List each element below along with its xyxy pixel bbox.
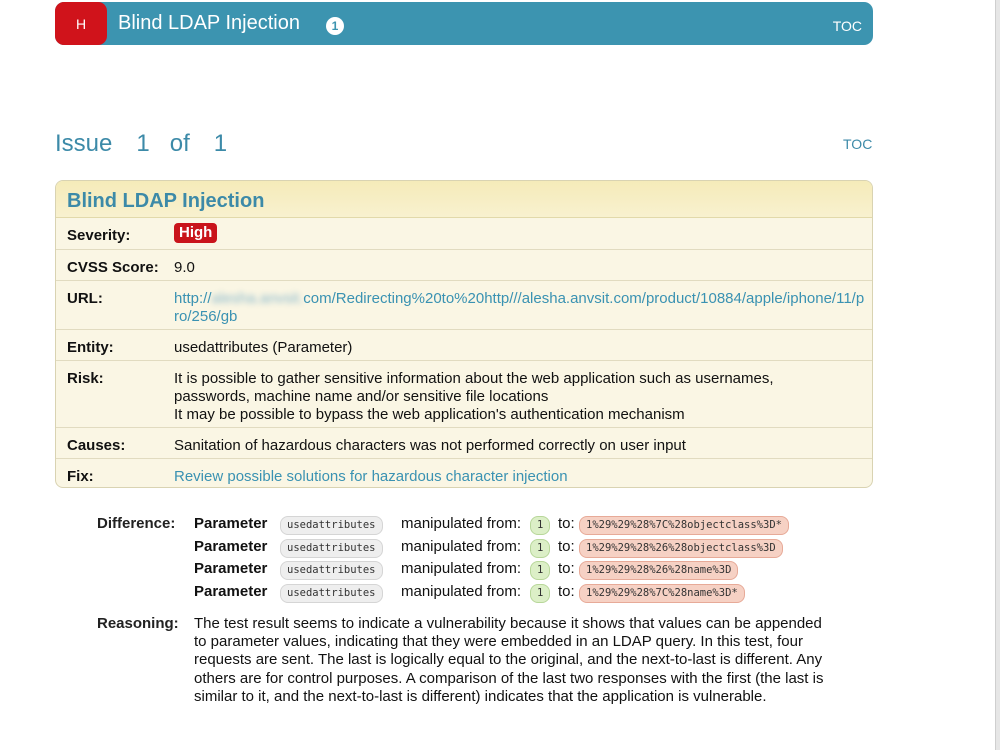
- url-label: URL:: [67, 290, 103, 307]
- difference-label: Difference:: [97, 515, 176, 532]
- diff-to-text: to:: [558, 515, 575, 532]
- injected-value-chip: 1%29%29%28%26%28name%3D: [579, 561, 738, 580]
- entity-label: Entity:: [67, 339, 114, 356]
- original-value-chip: 1: [530, 584, 550, 603]
- severity-badge: High: [174, 223, 217, 243]
- url-rest: com/Redirecting%20to%20http///alesha.anvsit.com/product/10884/apple/iphone/11/pro/256/gb: [174, 290, 865, 325]
- risk-label: Risk:: [67, 370, 104, 387]
- param-name-chip: usedattributes: [280, 584, 383, 603]
- risk-text-1: It is possible to gather sensitive information about the web application such as usernames, passwords, machine name and/or sensitive file locations: [174, 370, 774, 405]
- original-value-chip: 1: [530, 516, 550, 535]
- fix-link[interactable]: Review possible solutions for hazardous character injection: [174, 468, 568, 485]
- severity-tag: H: [55, 2, 107, 45]
- injected-value-chip: 1%29%29%28%26%28objectclass%3D: [579, 539, 783, 558]
- param-name-chip: usedattributes: [280, 516, 383, 535]
- causes-value: Sanitation of hazardous characters was not performed correctly on user input: [174, 437, 686, 454]
- diff-param-label: Parameter: [194, 560, 268, 577]
- diff-param-label: Parameter: [194, 538, 268, 555]
- original-value-chip: 1: [530, 561, 550, 580]
- diff-from-text: manipulated from:: [401, 560, 522, 577]
- issue-type-header: [55, 2, 873, 45]
- diff-from-text: manipulated from:: [401, 538, 522, 555]
- url-row: [56, 280, 872, 329]
- original-value-chip: 1: [530, 539, 550, 558]
- issue-current: 1: [136, 130, 150, 157]
- issue-title: Blind LDAP Injection: [56, 181, 872, 218]
- issue-type-title: Blind LDAP Injection: [118, 12, 300, 34]
- diff-from-text: manipulated from:: [401, 583, 522, 600]
- url-link[interactable]: [174, 290, 866, 326]
- fix-label: Fix:: [67, 468, 94, 485]
- param-name-chip: usedattributes: [280, 539, 383, 558]
- issue-count-badge: 1: [326, 17, 344, 35]
- header-toc-link[interactable]: TOC: [832, 18, 862, 34]
- injected-value-chip: 1%29%29%28%7C%28objectclass%3D*: [579, 516, 789, 535]
- diff-to-text: to:: [558, 560, 575, 577]
- cvss-label: CVSS Score:: [67, 259, 159, 276]
- cvss-row: [56, 249, 872, 280]
- diff-to-text: to:: [558, 583, 575, 600]
- entity-row: [56, 329, 872, 360]
- page-scroll-edge: [996, 0, 1000, 750]
- issue-heading: [55, 130, 227, 158]
- causes-row: [56, 427, 872, 458]
- risk-text-2: It may be possible to bypass the web application's authentication mechanism: [174, 406, 685, 423]
- issue-word: Issue: [55, 130, 113, 157]
- reasoning-text: The test result seems to indicate a vulnerability because it shows that values can be appended to parameter values, indicating that they were embedded in an LDAP query. In this test, four requests are sent. The last is logically equal to the original, and the next-to-last is different. Any others are for control purposes. A comparison of the last two responses with the first (the last is similar to it, and the next-to-last is different) indicates that the application is vulnerable.: [194, 615, 824, 705]
- severity-label: Severity:: [67, 227, 131, 244]
- issue-details-box: [55, 180, 873, 488]
- diff-param-label: Parameter: [194, 583, 268, 600]
- issue-total: 1: [213, 130, 228, 157]
- issue-toc-link[interactable]: TOC: [843, 136, 873, 152]
- issue-of: of: [169, 130, 190, 157]
- diff-to-text: to:: [558, 538, 575, 555]
- diff-param-label: Parameter: [194, 515, 268, 532]
- diff-from-text: manipulated from:: [401, 515, 522, 532]
- reasoning-label: Reasoning:: [97, 615, 179, 632]
- injected-value-chip: 1%29%29%28%7C%28name%3D*: [579, 584, 745, 603]
- causes-label: Causes:: [67, 437, 126, 454]
- risk-row: [56, 360, 872, 427]
- url-prefix: http://: [174, 290, 212, 307]
- url-blurred-host: alesha.anvsit.: [211, 290, 304, 307]
- entity-value: usedattributes (Parameter): [174, 339, 353, 356]
- fix-row: [56, 458, 872, 488]
- cvss-value: 9.0: [174, 259, 195, 276]
- param-name-chip: usedattributes: [280, 561, 383, 580]
- severity-row: [56, 218, 872, 249]
